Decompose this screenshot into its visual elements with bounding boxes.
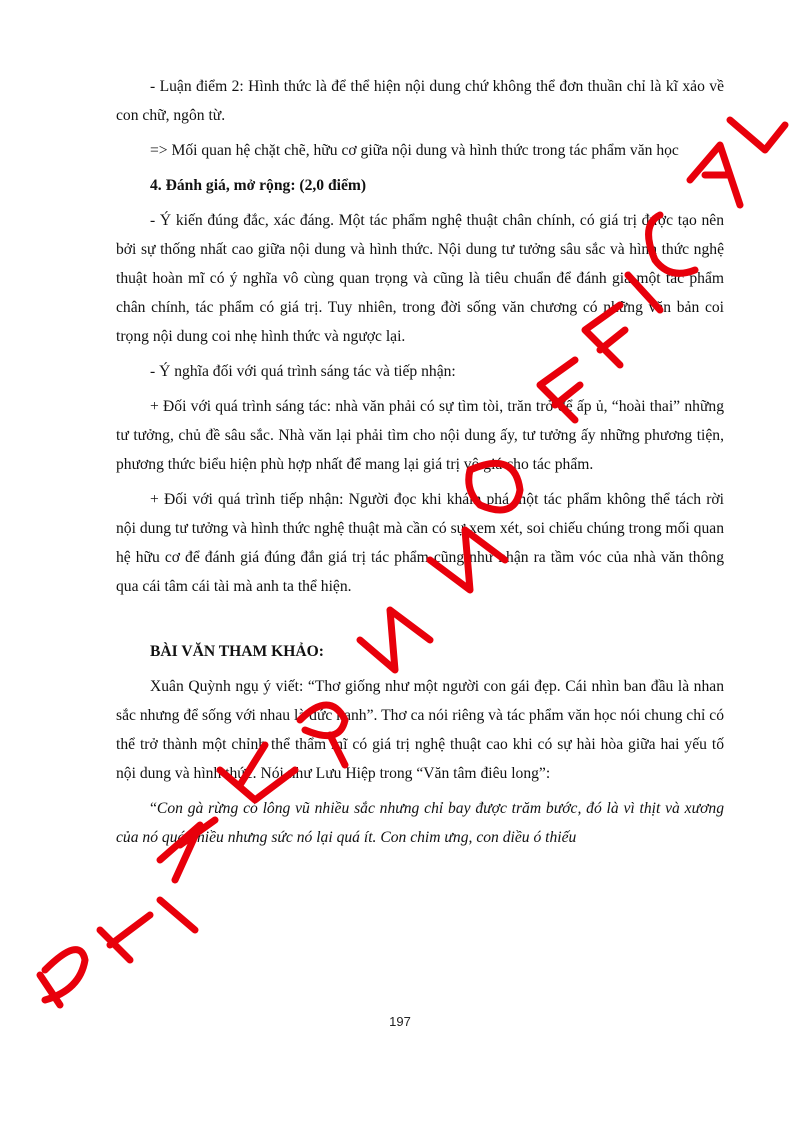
reception-process-paragraph: + Đối với quá trình tiếp nhận: Người đọc khi khám phá một tác phẩm không thể tách rời nội dung tư tưởng và hình thức nghệ thuật mà cần có sự xem xét, soi chiếu chúng trong mối quan hệ hữu cơ để đánh giá đúng đắn giá trị tác phẩm cũng như nhận ra tầm vóc của nhà văn thông qua cái tâm cái tài mà anh ta thể hiện. bbox=[116, 491, 724, 595]
page-number: 197 bbox=[389, 1014, 411, 1029]
evaluation-paragraph: - Ý kiến đúng đắc, xác đáng. Một tác phẩm nghệ thuật chân chính, có giá trị được tạo nên bởi sự thống nhất cao giữa nội dung và hình thức. Nội dung tư tưởng sâu sắc và hình thức nghệ thuật hoàn mĩ có ý nghĩa vô cùng quan trọng và cũng là tiêu chuẩn để đánh giá một tác phẩm chân chính, tác phẩm có giá trị. Tuy nhiên, trong đời sống văn chương có những văn bản coi trọng nội dung coi nhẹ hình thức và ngược lại. bbox=[116, 212, 724, 345]
significance-paragraph: - Ý nghĩa đối với quá trình sáng tác và tiếp nhận: bbox=[150, 363, 456, 380]
quote-paragraph bbox=[116, 794, 724, 852]
reference-essay-heading: BÀI VĂN THAM KHẢO: bbox=[150, 643, 324, 660]
argument-2-paragraph: - Luận điểm 2: Hình thức là để thể hiện nội dung chứ không thể đơn thuần chỉ là kĩ xảo về con chữ, ngôn từ. bbox=[116, 78, 724, 124]
essay-intro-paragraph: Xuân Quỳnh ngụ ý viết: “Thơ giống như một người con gái đẹp. Cái nhìn ban đầu là nhan sắc nhưng để sống với nhau là đức hạnh”. Thơ ca nói riêng và tác phẩm văn học nói chung chỉ có thể trở thành một chỉnh thể thẩm mĩ có giá trị nghệ thuật cao khi có sự hài hòa giữa hai yếu tố nội dung và hình thức. Nói như Lưu Hiệp trong “Văn tâm điêu long”: bbox=[116, 678, 724, 782]
section-heading-evaluation: 4. Đánh giá, mở rộng: (2,0 điểm) bbox=[150, 177, 367, 194]
page-content bbox=[116, 72, 724, 858]
conclusion-paragraph: => Mối quan hệ chặt chẽ, hữu cơ giữa nội dung và hình thức trong tác phẩm văn học bbox=[150, 142, 679, 159]
creation-process-paragraph: + Đối với quá trình sáng tác: nhà văn phải có sự tìm tòi, trăn trở để ấp ủ, “hoài thai” những tư tưởng, chủ đề sâu sắc. Nhà văn lại phải tìm cho nội dung ấy, tư tưởng ấy những phương tiện, phương thức biểu hiện phù hợp nhất để mang lại giá trị vô giá cho tác phẩm. bbox=[116, 398, 724, 473]
quote-text: Con gà rừng có lông vũ nhiều sắc nhưng chỉ bay được trăm bước, đó là vì thịt và xương của nó quá nhiều nhưng sức nó lại quá ít. Con chim ưng, con diều ó thiếu bbox=[116, 800, 724, 846]
quote-open-mark: “ bbox=[150, 800, 157, 817]
